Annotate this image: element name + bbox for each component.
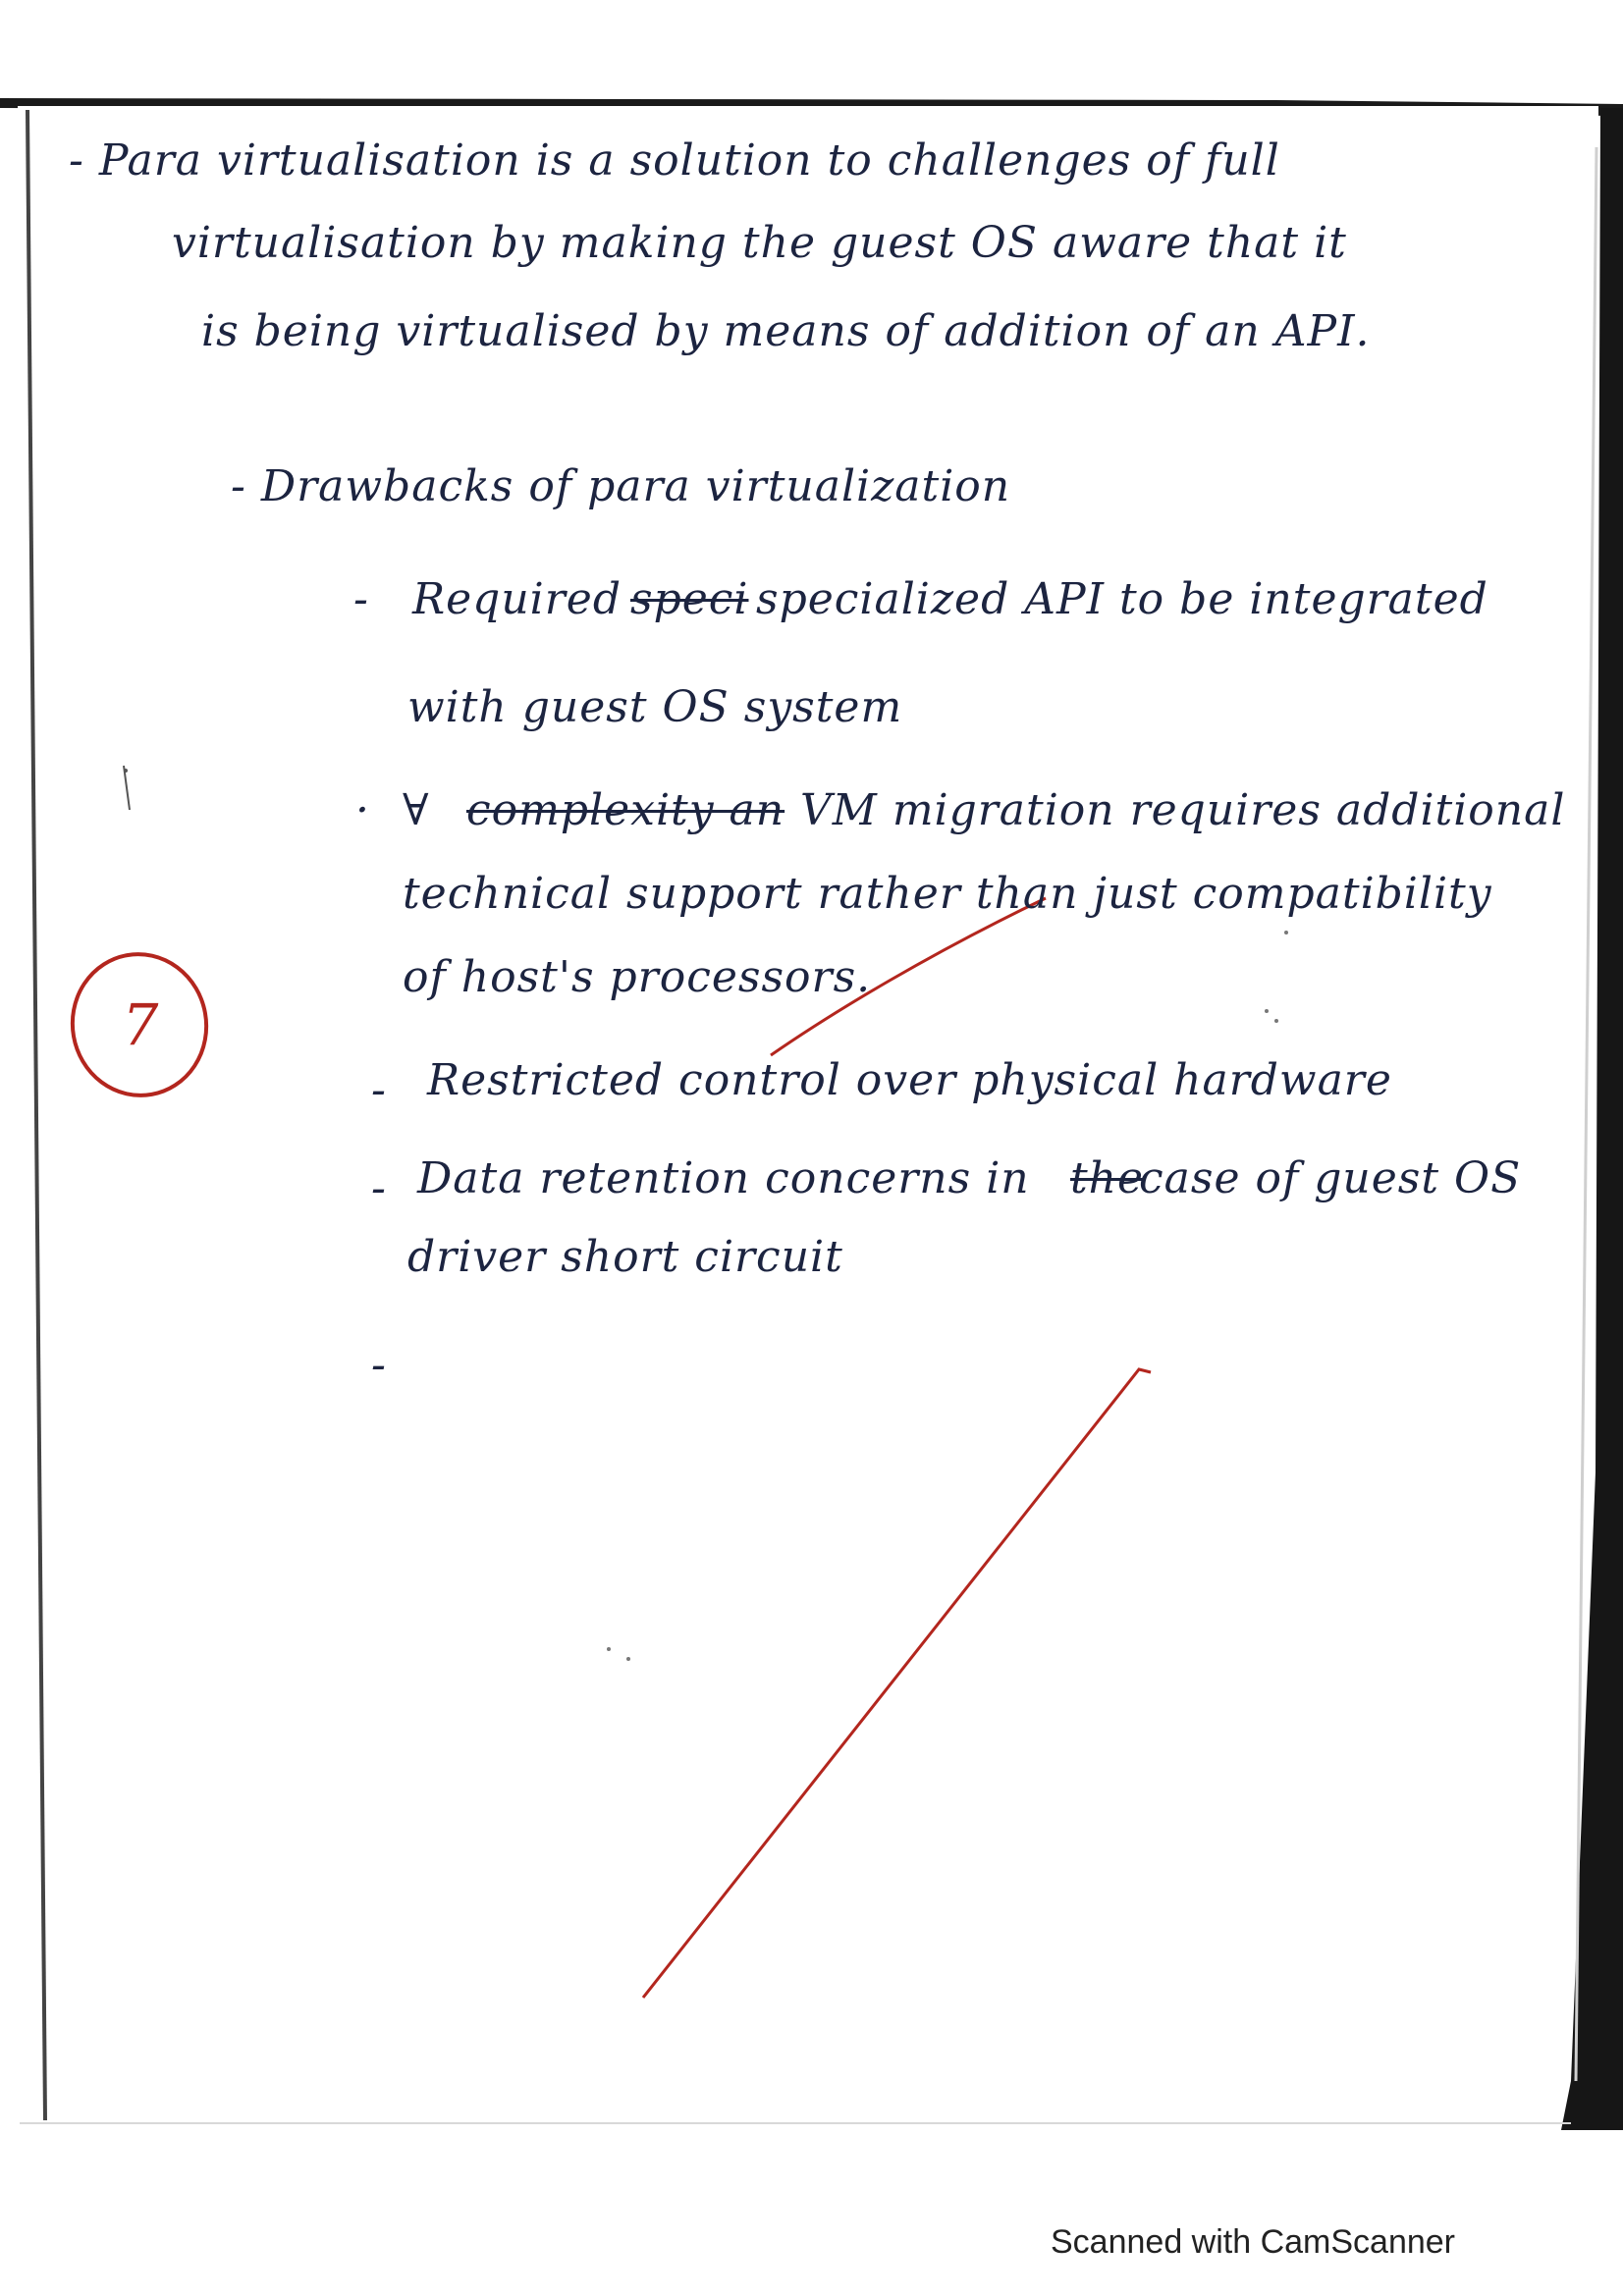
scanner-footer: Scanned with CamScanner <box>1051 2223 1456 2261</box>
point-1-strikethrough: speci <box>630 574 749 624</box>
paper-sheet <box>18 106 1598 2123</box>
point-4-text-b: case of guest OS <box>1139 1153 1522 1203</box>
scan-speck <box>1265 1009 1269 1013</box>
scan-speck <box>1284 931 1288 934</box>
point-2-bullet: · <box>355 785 370 835</box>
scan-speck <box>607 1647 611 1651</box>
point-3-text: Restricted control over physical hardware <box>427 1055 1392 1105</box>
page-number: 7 <box>122 991 159 1058</box>
intro-line-2: virtualisation by making the guest OS aware that it <box>172 218 1347 268</box>
point-2-symbol: ∀ <box>403 785 430 835</box>
intro-line-1: - Para virtualisation is a solution to challenges of full <box>69 135 1280 186</box>
scan-speck <box>1274 1019 1278 1023</box>
point-3-bullet: - <box>371 1065 387 1115</box>
point-4-strikethrough: the <box>1070 1153 1145 1203</box>
drawbacks-heading: - Drawbacks of para virtualization <box>231 461 1011 511</box>
point-1-text-b: specialized API to be integrated <box>756 574 1488 624</box>
intro-line-3: is being virtualised by means of addition of an API. <box>201 306 1371 356</box>
point-1-line-2: with guest OS system <box>407 682 903 732</box>
top-background <box>0 0 1623 103</box>
point-2-strikethrough: complexity an <box>466 785 785 835</box>
point-1-bullet: - <box>353 574 369 624</box>
point-4-bullet: - <box>371 1163 387 1213</box>
point-2-line-3: of host's processors. <box>403 952 872 1002</box>
point-2-line-2: technical support rather than just compatibility <box>403 869 1492 919</box>
scan-speck <box>626 1657 630 1661</box>
point-4-text-a: Data retention concerns in <box>417 1153 1030 1203</box>
point-2-text: VM migration requires additional <box>800 785 1566 835</box>
point-5-bullet: - <box>371 1340 387 1390</box>
point-4-line-2: driver short circuit <box>407 1232 843 1282</box>
point-1-text-a: Required <box>412 574 622 624</box>
